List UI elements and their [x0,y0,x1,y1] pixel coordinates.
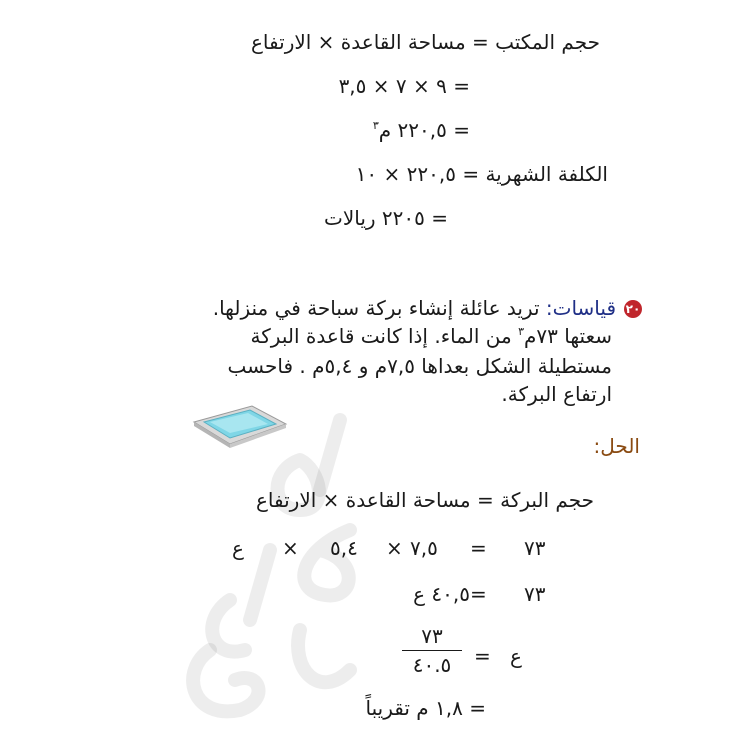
pool-base-area-times-height: ٤٠,٥ ع [413,582,470,606]
problem-line-1 [213,294,616,322]
problem-line-2 [251,322,612,350]
fraction-numerator: ٧٣ [421,624,443,648]
monthly-cost-result: = ٢٢٠٥ ريالات [323,206,448,230]
problem-capacity-unit-power: ٣ [518,325,524,338]
swimming-pool-illustration [190,402,290,448]
problem-capacity: سعتها ٧٣م [524,324,612,348]
pool-capacity-2: ٧٣ [524,582,546,606]
solution-heading: الحل: [593,434,640,458]
cube-volume-substitution: = ٩ × ٧ × ٣,٥ [338,74,470,98]
pool-eq-1: = [470,536,487,560]
problem-heading: قياسات: [545,296,616,320]
pool-eq-2: = [470,582,487,606]
cube-volume-formula: حجم المكتب = مساحة القاعدة × الارتفاع [250,30,600,54]
pool-capacity-1: ٧٣ [524,536,546,560]
cube-volume-value: = ٢٢٠,٥ م [378,118,470,142]
pool-volume-formula: حجم البركة = مساحة القاعدة × الارتفاع [255,488,594,512]
pool-times-1: × [386,536,403,560]
height-var: ع [510,644,522,668]
pool-length: ٧,٥ [410,536,438,560]
fraction-bar [402,650,462,651]
pool-width: ٥,٤ [330,536,358,560]
height-fraction [402,624,462,677]
pool-times-2: × [282,536,299,560]
problem-line-2-text: من الماء. إذا كانت قاعدة البركة [250,324,519,348]
problem-line-1-text: تريد عائلة إنشاء بركة سباحة في منزلها. [212,296,546,320]
author-watermark [150,400,410,740]
cube-volume-result [373,116,470,144]
problem-number-badge: ٢٠ [625,302,641,316]
height-result: = ١,٨ م تقريباً [365,696,486,720]
fraction-denominator: ٤٠.٥ [412,653,452,677]
pool-eq-3: = [474,644,491,668]
cube-volume-unit-power: ٣ [372,119,379,132]
monthly-cost-formula: الكلفة الشهرية = ٢٢٠,٥ × ١٠ [355,162,608,186]
problem-line-3: مستطيلة الشكل بعداها ٧,٥م و ٥,٤م . فاحسب [227,354,612,378]
pool-volume-var: ع [232,536,244,560]
problem-line-4: ارتفاع البركة. [501,382,612,406]
